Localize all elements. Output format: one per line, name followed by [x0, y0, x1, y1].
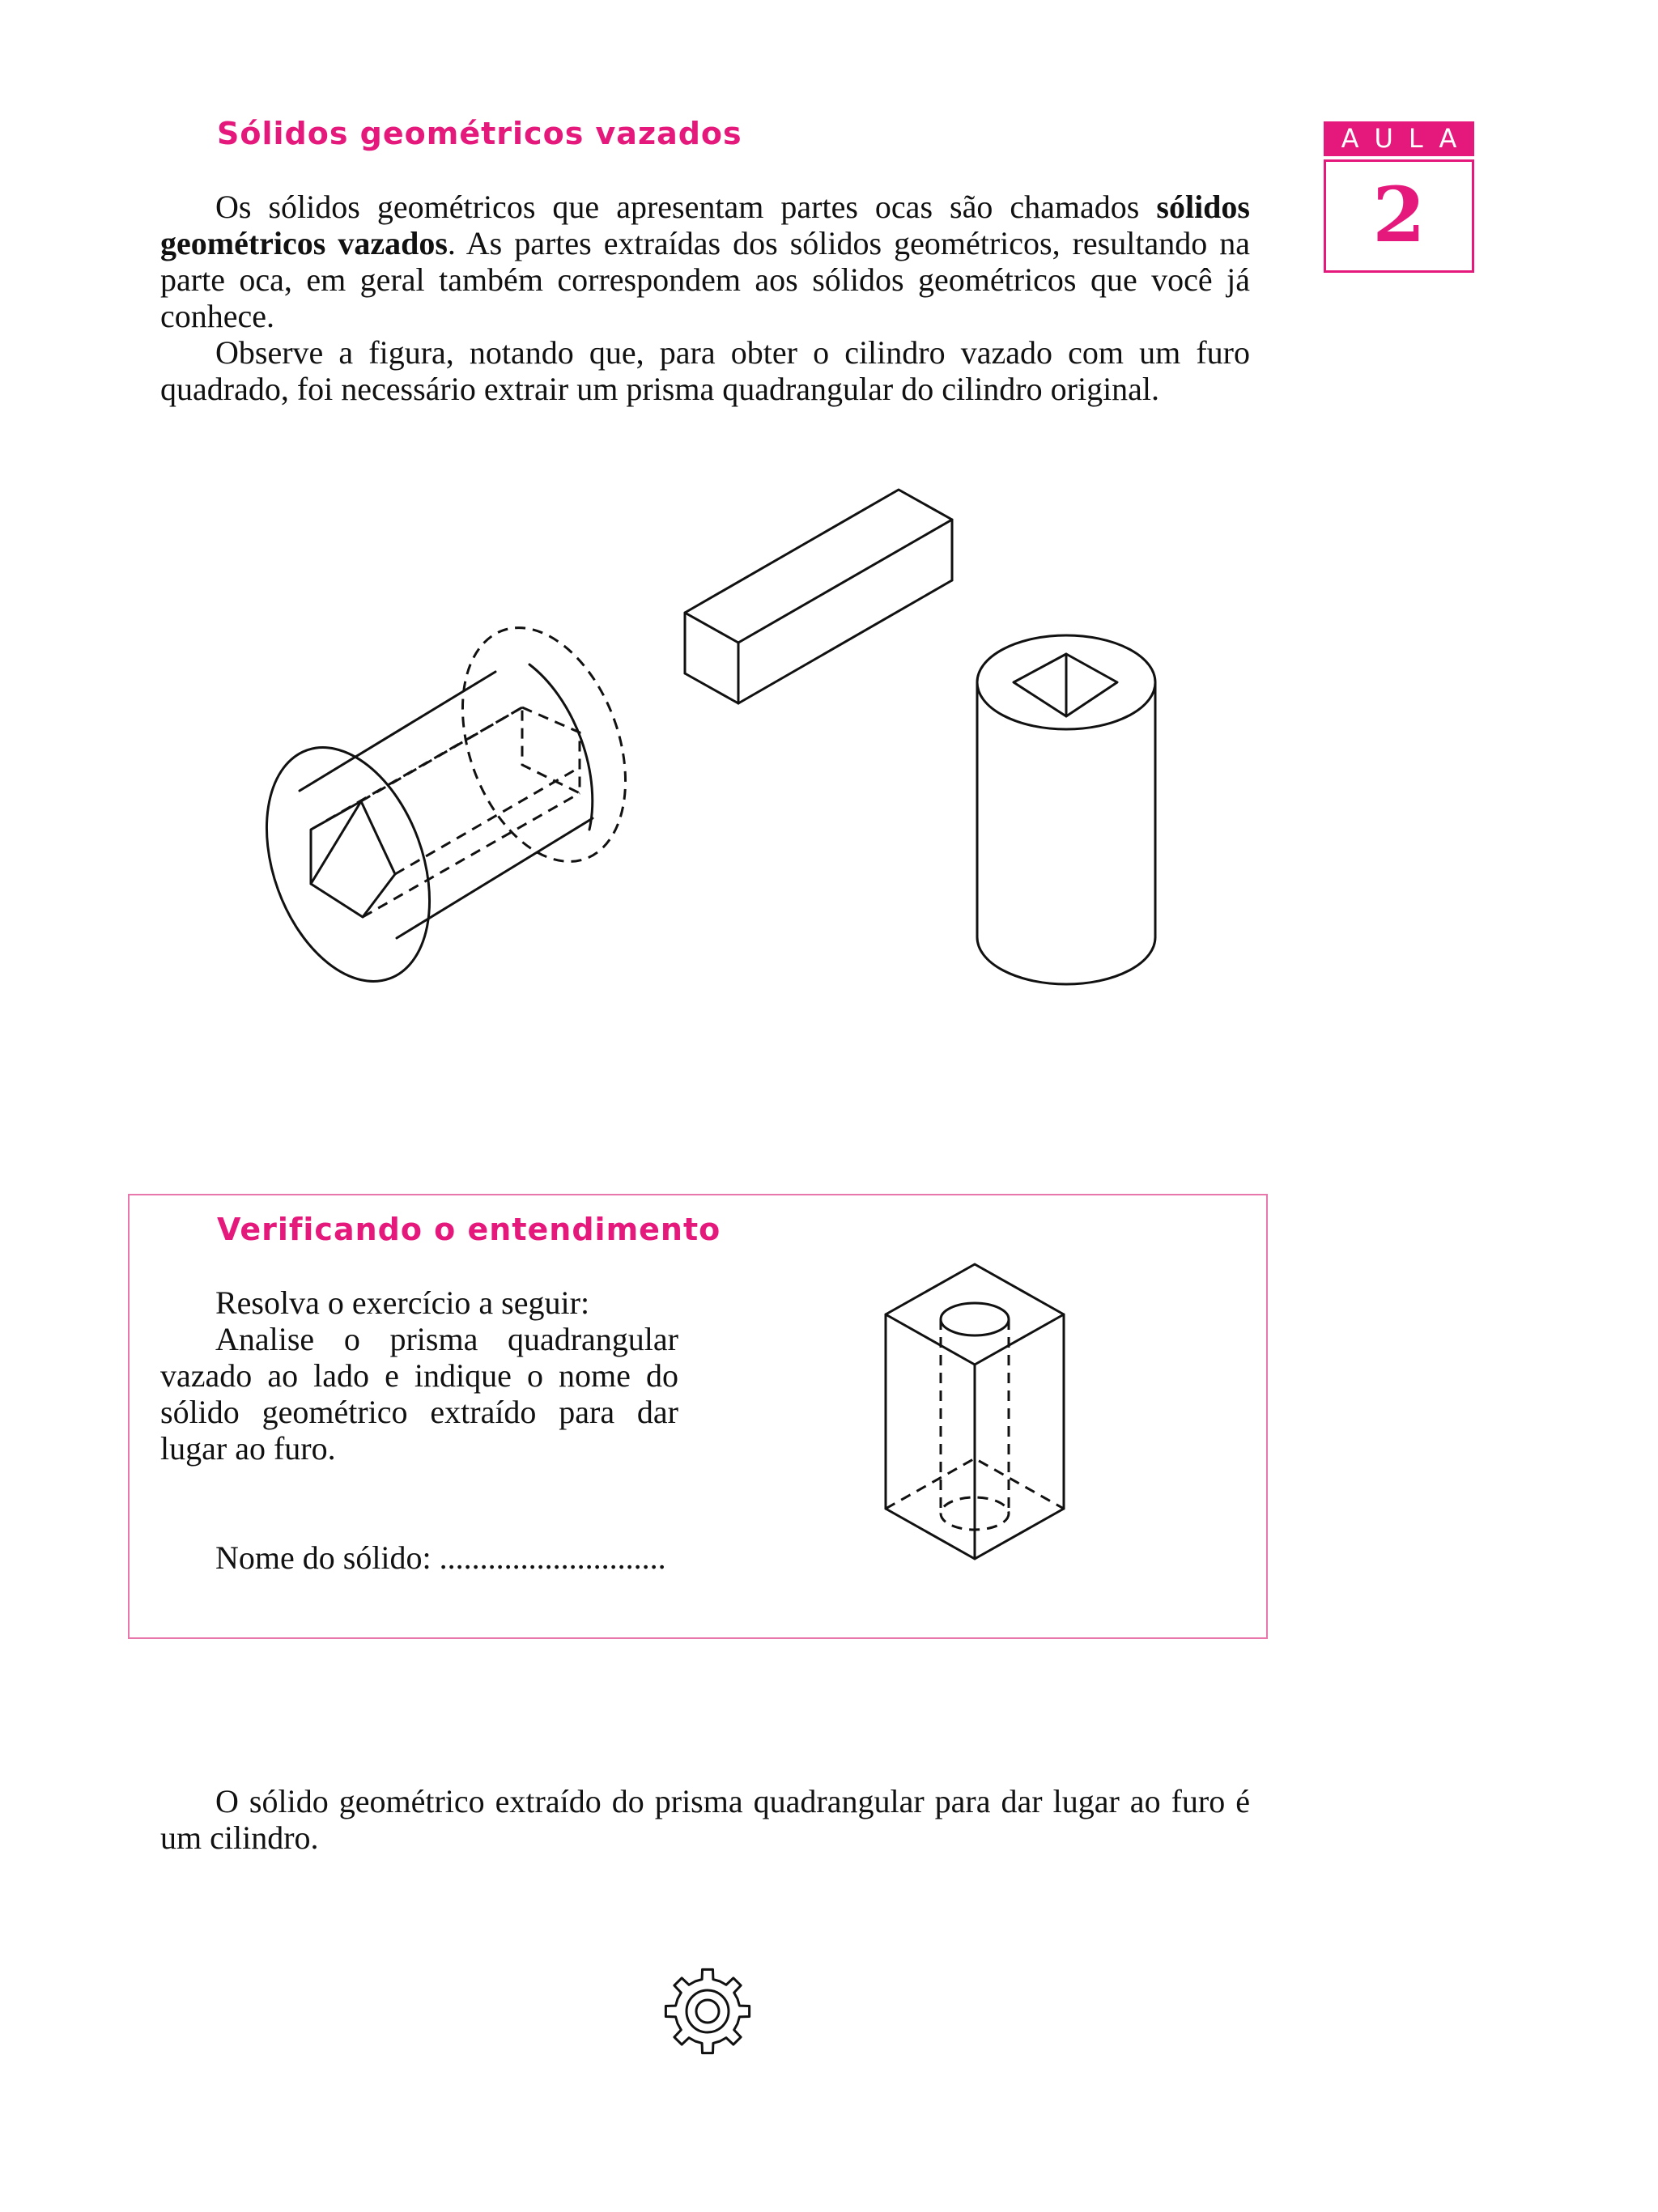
answer-paragraph	[160, 1783, 1250, 1856]
exercise-body	[160, 1284, 678, 1467]
bold-term: sólidos geométricos vazados	[160, 189, 1250, 261]
gear-icon	[661, 1965, 754, 2057]
exercise-instruction: Resolva o exercício a seguir:	[215, 1284, 590, 1321]
section-title: Sólidos geométricos vazados	[217, 116, 742, 151]
hollow-prism-figure	[866, 1246, 1077, 1562]
aula-label: AULA	[1324, 121, 1474, 156]
paragraph-2: Observe a figura, notando que, para obter o cilindro vazado com um furo quadrado, foi necessário extrair um prisma quadrangular do cilindro original.	[160, 334, 1250, 407]
solids-figure	[243, 469, 1182, 1004]
answer-line	[160, 1539, 727, 1576]
paragraph-1-text: Os sólidos geométricos que apresentam partes ocas são chamados	[215, 189, 1157, 225]
exercise-title: Verificando o entendimento	[217, 1212, 721, 1247]
answer-field[interactable]: Nome do sólido: ............................	[215, 1539, 666, 1576]
paragraph-1-text-end: . As partes extraídas dos sólidos geométricos, resultando na parte oca, em geral também correspondem aos sólidos geométricos que você já conhece.	[160, 225, 1250, 334]
answer-text: O sólido geométrico extraído do prisma quadrangular para dar lugar ao furo é um cilindro.	[160, 1783, 1250, 1856]
section-body	[160, 189, 1250, 407]
hollow-cylinder-horizontal	[243, 605, 656, 1004]
exercise-question: Analise o prisma quadrangular vazado ao lado e indique o nome do sólido geométrico extraído para dar lugar ao furo.	[160, 1321, 678, 1467]
paragraph-1	[160, 189, 1250, 334]
aula-number: 2	[1324, 159, 1474, 273]
extracted-prism	[685, 490, 952, 703]
cylinder-with-square-hole	[977, 635, 1155, 984]
